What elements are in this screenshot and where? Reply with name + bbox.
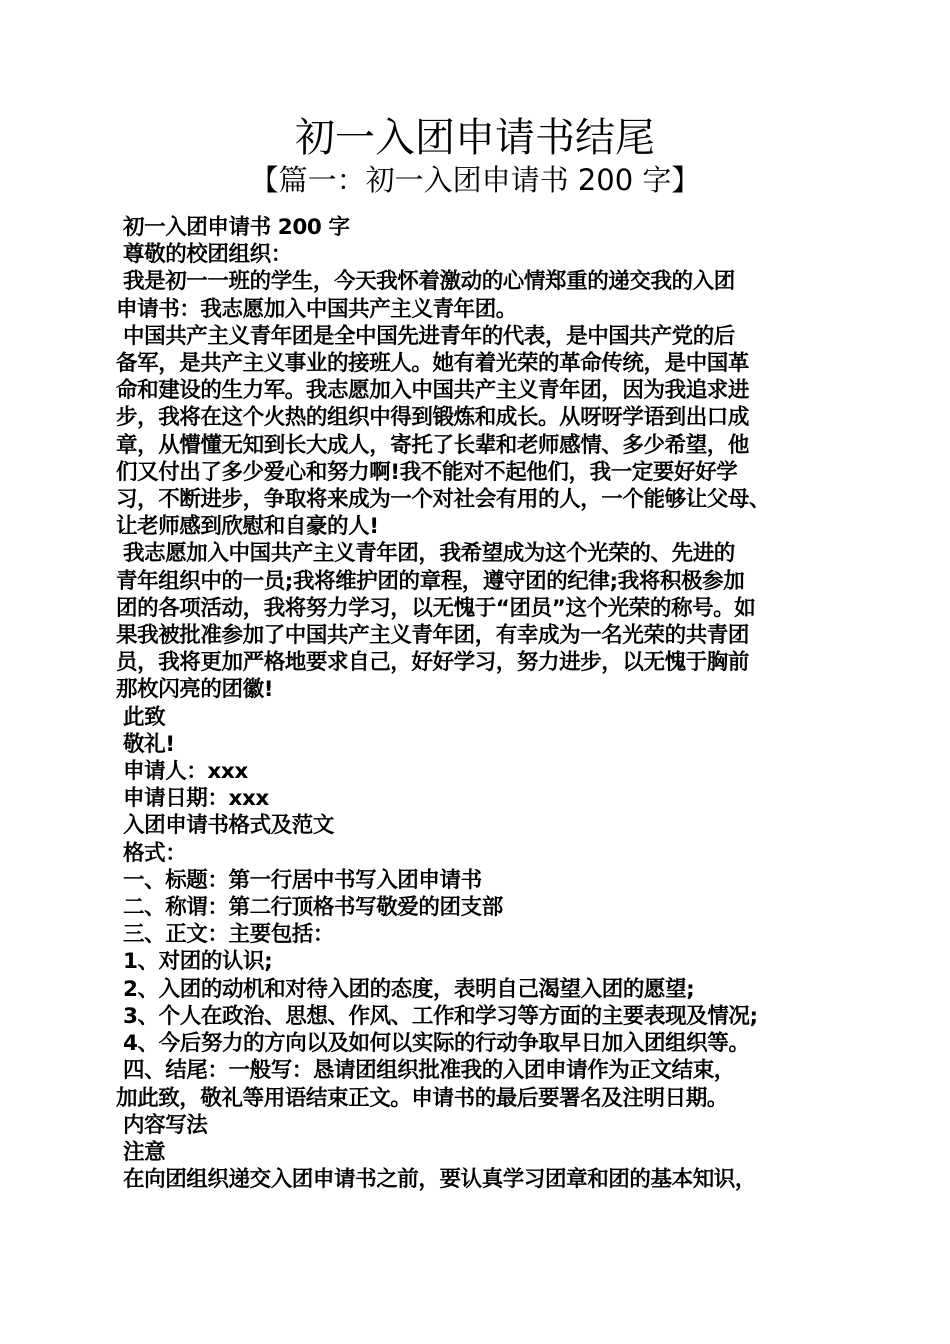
text-line: 申请日期：xxx bbox=[123, 786, 269, 812]
text-line: 格式： bbox=[123, 840, 187, 866]
text-line: 我志愿加入中国共产主义青年团，我希望成为这个光荣的、先进的 bbox=[123, 541, 735, 567]
text-line: 2、入团的动机和对待入团的态度，表明自己渴望入团的愿望; bbox=[123, 976, 695, 1002]
text-line: 尊敬的校团组织： bbox=[123, 242, 292, 268]
text-line: 内容写法 bbox=[123, 1112, 208, 1138]
text-line: 申请人：xxx bbox=[123, 759, 248, 785]
text-line: 命和建设的生力军。我志愿加入中国共产主义青年团，因为我追求进 bbox=[116, 378, 750, 404]
text-line: 中国共产主义青年团是全中国先进青年的代表，是中国共产党的后 bbox=[123, 323, 735, 349]
text-line: 初一入团申请书 200 字 bbox=[123, 215, 350, 240]
text-line: 步，我将在这个火热的组织中得到锻炼和成长。从呀呀学语到出口成 bbox=[116, 405, 750, 431]
text-line: 那枚闪亮的团徽! bbox=[116, 677, 274, 703]
text-line: 二、称谓：第二行顶格书写敬爱的团支部 bbox=[123, 895, 503, 921]
text-line: 申请书：我志愿加入中国共产主义青年团。 bbox=[116, 296, 517, 322]
text-line: 一、标题：第一行居中书写入团申请书 bbox=[123, 867, 482, 893]
text-line: 员，我将更加严格地要求自己，好好学习，努力进步，以无愧于胸前 bbox=[116, 650, 750, 676]
text-line: 备军，是共产主义事业的接班人。她有着光荣的革命传统，是中国革 bbox=[116, 351, 750, 377]
text-line: 此致 bbox=[123, 704, 166, 730]
document-title: 初一入团申请书结尾 bbox=[295, 115, 655, 161]
text-line: 习，不断进步，争取将来成为一个对社会有用的人，一个能够让父母、 bbox=[116, 487, 771, 513]
text-line: 加此致，敬礼等用语结束正文。申请书的最后要署名及注明日期。 bbox=[116, 1085, 728, 1111]
text-line: 们又付出了多少爱心和努力啊!我不能对不起他们，我一定要好好学 bbox=[116, 459, 738, 485]
text-line: 注意 bbox=[123, 1139, 166, 1165]
document-body bbox=[116, 214, 850, 1193]
text-line: 章，从懵懂无知到长大成人，寄托了长辈和老师感情、多少希望，他 bbox=[116, 432, 750, 458]
text-line: 团的各项活动，我将努力学习，以无愧于“团员”这个光荣的称号。如 bbox=[116, 595, 756, 621]
text-line: 我是初一一班的学生，今天我怀着激动的心情郑重的递交我的入团 bbox=[123, 269, 735, 295]
text-line: 青年组织中的一员;我将维护团的章程，遵守团的纪律;我将积极参加 bbox=[116, 568, 745, 594]
text-line: 敬礼! bbox=[123, 731, 175, 757]
text-line: 1、对团的认识; bbox=[123, 949, 273, 975]
text-line: 四、结尾：一般写：恳请团组织批准我的入团申请作为正文结束， bbox=[123, 1058, 735, 1084]
text-line: 入团申请书格式及范文 bbox=[123, 813, 335, 839]
text-line: 4、今后努力的方向以及如何以实际的行动争取早日加入团组织等。 bbox=[123, 1031, 750, 1057]
text-line: 在向团组织递交入团申请书之前，要认真学习团章和团的基本知识， bbox=[123, 1167, 757, 1193]
text-line: 3、个人在政治、思想、作风、工作和学习等方面的主要表现及情况; bbox=[123, 1003, 758, 1029]
text-line: 果我被批准参加了中国共产主义青年团，有幸成为一名光荣的共青团 bbox=[116, 623, 750, 649]
text-line: 让老师感到欣慰和自豪的人! bbox=[116, 514, 379, 540]
text-line: 三、正文：主要包括： bbox=[123, 922, 335, 948]
document-subtitle: 【篇一：初一入团申请书 200 字】 bbox=[249, 163, 701, 197]
